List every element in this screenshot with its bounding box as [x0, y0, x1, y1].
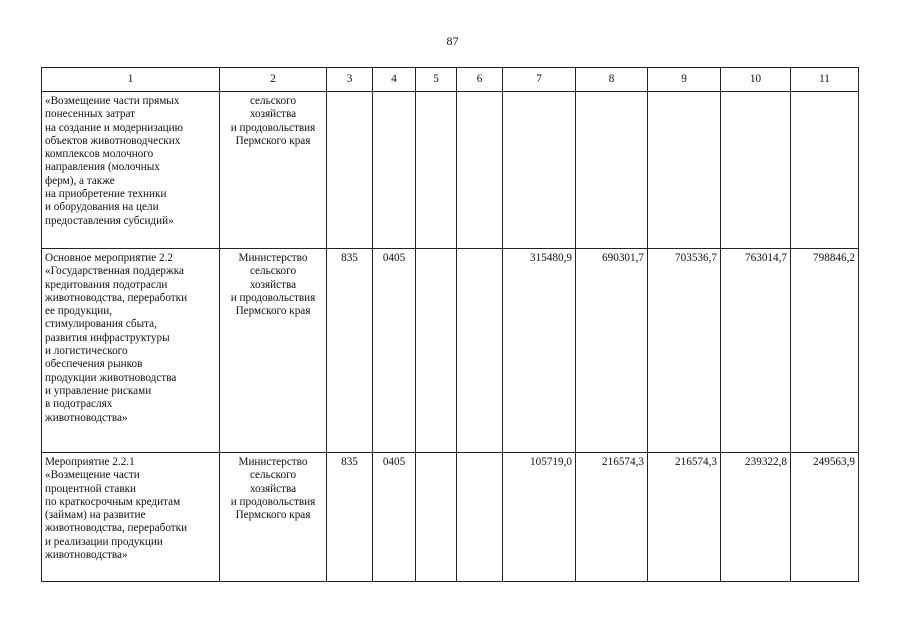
executor-cell: Министерство сельского хозяйства и продовольствия Пермского края — [220, 249, 327, 453]
code-cell: 835 — [327, 249, 373, 453]
code-cell: 835 — [327, 453, 373, 582]
executor-cell: сельского хозяйства и продовольствия Пермского края — [220, 92, 327, 249]
amount-cell: 703536,7 — [648, 249, 721, 453]
header-cell-4: 4 — [373, 68, 416, 92]
amount-cell: 249563,9 — [791, 453, 859, 582]
code-cell — [416, 92, 457, 249]
activity-name-cell: Мероприятие 2.2.1 «Возмещение части процентной ставки по краткосрочным кредитам (займам) на развитие животноводства, переработки и реализации продукции животноводства» — [42, 453, 220, 582]
code-cell — [416, 453, 457, 582]
amount-cell: 105719,0 — [503, 453, 576, 582]
table-row — [42, 453, 859, 582]
executor-cell: Министерство сельского хозяйства и продовольствия Пермского края — [220, 453, 327, 582]
page-number: 87 — [446, 34, 459, 48]
amount-cell — [648, 92, 721, 249]
amount-cell: 216574,3 — [576, 453, 648, 582]
header-cell-2: 2 — [220, 68, 327, 92]
header-cell-7: 7 — [503, 68, 576, 92]
header-cell-6: 6 — [457, 68, 503, 92]
code-cell — [457, 453, 503, 582]
code-cell — [373, 92, 416, 249]
activity-name-cell: «Возмещение части прямых понесенных затрат на создание и модернизацию объектов животноводческих комплексов молочного направления (молочных ферм), а также на приобретение техники и оборудования на цели предоставления субсидий» — [42, 92, 220, 249]
amount-cell: 763014,7 — [721, 249, 791, 453]
amount-cell: 216574,3 — [648, 453, 721, 582]
table-row — [42, 249, 859, 453]
amount-cell: 315480,9 — [503, 249, 576, 453]
code-cell — [457, 92, 503, 249]
header-cell-10: 10 — [721, 68, 791, 92]
table-row — [42, 92, 859, 249]
code-cell — [416, 249, 457, 453]
amount-cell — [721, 92, 791, 249]
header-row — [42, 68, 859, 92]
amount-cell: 798846,2 — [791, 249, 859, 453]
amount-cell: 239322,8 — [721, 453, 791, 582]
header-cell-3: 3 — [327, 68, 373, 92]
code-cell: 0405 — [373, 249, 416, 453]
amount-cell — [791, 92, 859, 249]
amount-cell: 690301,7 — [576, 249, 648, 453]
budget-table — [41, 67, 859, 582]
code-cell — [327, 92, 373, 249]
header-cell-11: 11 — [791, 68, 859, 92]
code-cell — [457, 249, 503, 453]
header-cell-8: 8 — [576, 68, 648, 92]
header-cell-1: 1 — [42, 68, 220, 92]
amount-cell — [503, 92, 576, 249]
activity-name-cell: Основное мероприятие 2.2 «Государственная поддержка кредитования подотрасли животноводства, переработки ее продукции, стимулирования сбыта, развития инфраструктуры и логистического обеспечения рынков продукции животноводства и управление рисками в подотраслях животноводства» — [42, 249, 220, 453]
header-cell-5: 5 — [416, 68, 457, 92]
header-cell-9: 9 — [648, 68, 721, 92]
amount-cell — [576, 92, 648, 249]
code-cell: 0405 — [373, 453, 416, 582]
